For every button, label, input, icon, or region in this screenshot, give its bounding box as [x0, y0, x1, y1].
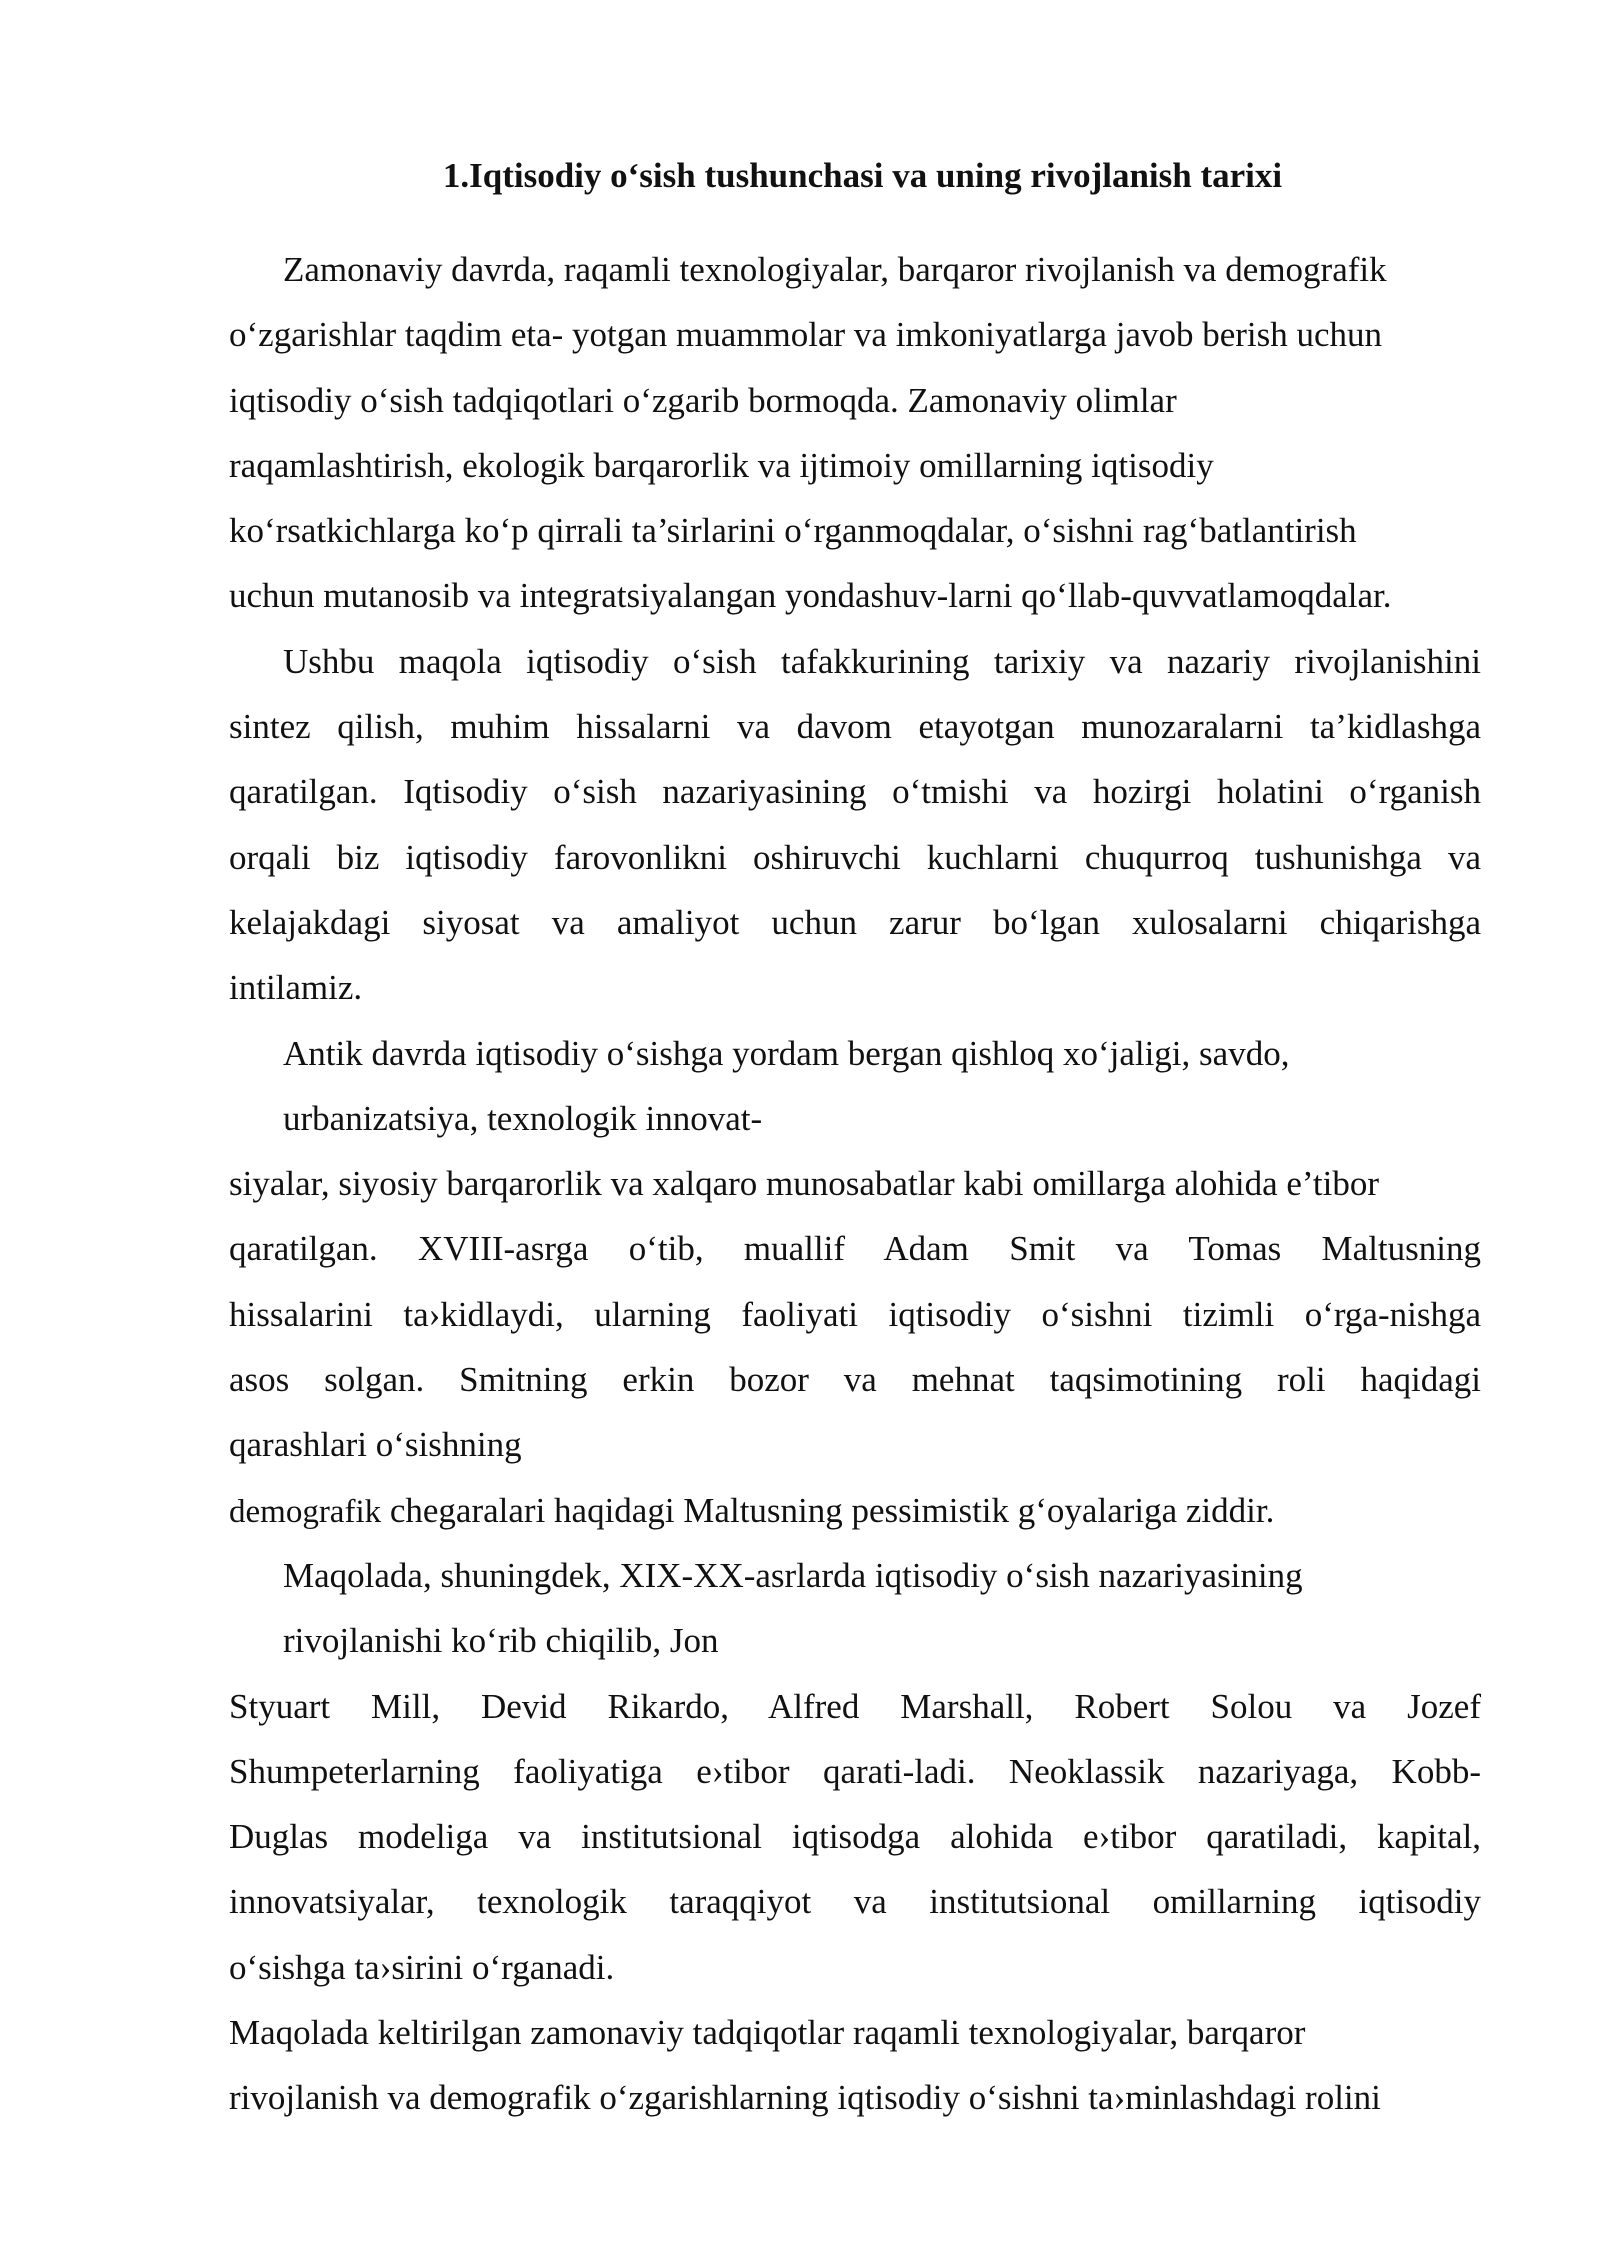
text-line: intilamiz.	[229, 968, 363, 1008]
text-line: rivojlanish va demografik o‘zgarishlarning iqtisodiy o‘sishni ta›minlashdagi rolini	[229, 2078, 1381, 2118]
text-line: innovatsiyalar, texnologik taraqqiyot va institutsional omillarning iqtisodiy	[229, 1882, 1481, 1922]
text-line: kelajakdagi siyosat va amaliyot uchun zarur bo‘lgan xulosalarni chiqarishga	[229, 902, 1481, 942]
text-line: Styuart Mill, Devid Rikardo, Alfred Marshall, Robert Solou va Jozef	[229, 1686, 1481, 1726]
paragraph-2	[229, 629, 1481, 1021]
text-line: Zamonaviy davrda, raqamli texnologiyalar, barqaror rivojlanish va demografik	[283, 250, 1387, 289]
text-line: o‘sishga ta›sirini o‘rganadi.	[229, 1947, 615, 1987]
text-line: qaratilgan. Iqtisodiy o‘sish nazariyasining o‘tmishi va hozirgi holatini o‘rganish	[229, 772, 1481, 812]
text-line: qaratilgan. XVIII-asrga o‘tib, muallif Adam Smit va Tomas Maltusning	[229, 1229, 1481, 1269]
text-line: Maqolada keltirilgan zamonaviy tadqiqotlar raqamli texnologiyalar, barqaror	[229, 2013, 1306, 2053]
text-line: raqamlashtirish, ekologik barqarorlik va ijtimoiy omillarning iqtisodiy	[229, 445, 1214, 485]
text-line	[229, 1478, 1481, 1543]
text-line: urbanizatsiya, texnologik innovat-	[283, 1098, 763, 1138]
text-line: Ushbu maqola iqtisodiy o‘sish tafakkurining tarixiy va nazariy rivojlanishini	[283, 641, 1481, 681]
text-line: Shumpeterlarning faoliyatiga e›tibor qarati-ladi. Neoklassik nazariyaga, Kobb-	[229, 1751, 1481, 1791]
text-line: siyalar, siyosiy barqarorlik va xalqaro munosabatlar kabi omillarga alohida e’tibor	[229, 1164, 1380, 1204]
text-line: ko‘rsatkichlarga ko‘p qirrali ta’sirlarini o‘rganmoqdalar, o‘sishni rag‘batlantirish	[229, 511, 1357, 551]
paragraph-5	[229, 2000, 1481, 2131]
paragraph-1	[229, 237, 1481, 629]
text-line: qarashlari o‘sishning	[229, 1425, 522, 1465]
text-line: iqtisodiy o‘sish tadqiqotlari o‘zgarib bormoqda. Zamonaviy olimlar	[229, 380, 1177, 420]
text-line: asos solgan. Smitning erkin bozor va mehnat taqsimotining roli haqidagi	[229, 1360, 1481, 1400]
text-line: rivojlanishi ko‘rib chiqilib, Jon	[283, 1621, 719, 1661]
paragraph-4	[229, 1543, 1481, 2000]
text-line: Antik davrda iqtisodiy o‘sishga yordam bergan qishloq xo‘jaligi, savdo,	[283, 1033, 1290, 1073]
text-line: sintez qilish, muhim hissalarni va davom etayotgan munozaralarni ta’kidlashga	[229, 707, 1481, 747]
section-title: 1.Iqtisodiy o‘sish tushunchasi va uning rivojlanish tarixi	[442, 156, 1283, 195]
text-line: Duglas modeliga va institutsional iqtisodga alohida e›tibor qaratiladi, kapital,	[229, 1817, 1481, 1857]
paragraph-3	[229, 1021, 1481, 1543]
text-fragment: demografik	[229, 1493, 382, 1530]
document-body	[229, 237, 1481, 2131]
text-line: uchun mutanosib va integratsiyalangan yondashuv-larni qo‘llab-quvvatlamoqdalar.	[229, 576, 1392, 616]
text-line: orqali biz iqtisodiy farovonlikni oshiruvchi kuchlarni chuqurroq tushunishga va	[229, 837, 1481, 877]
text-fragment: chegaralari haqidagi Maltusning pessimistik g‘oyalariga ziddir.	[389, 1490, 1275, 1530]
text-line: Maqolada, shuningdek, XIX-XX-asrlarda iqtisodiy o‘sish nazariyasining	[283, 1555, 1303, 1595]
text-line: hissalarini ta›kidlaydi, ularning faoliyati iqtisodiy o‘sishni tizimli o‘rga-nishga	[229, 1294, 1481, 1334]
text-line: o‘zgarishlar taqdim eta- yotgan muammolar va imkoniyatlarga javob berish uchun	[229, 315, 1383, 355]
